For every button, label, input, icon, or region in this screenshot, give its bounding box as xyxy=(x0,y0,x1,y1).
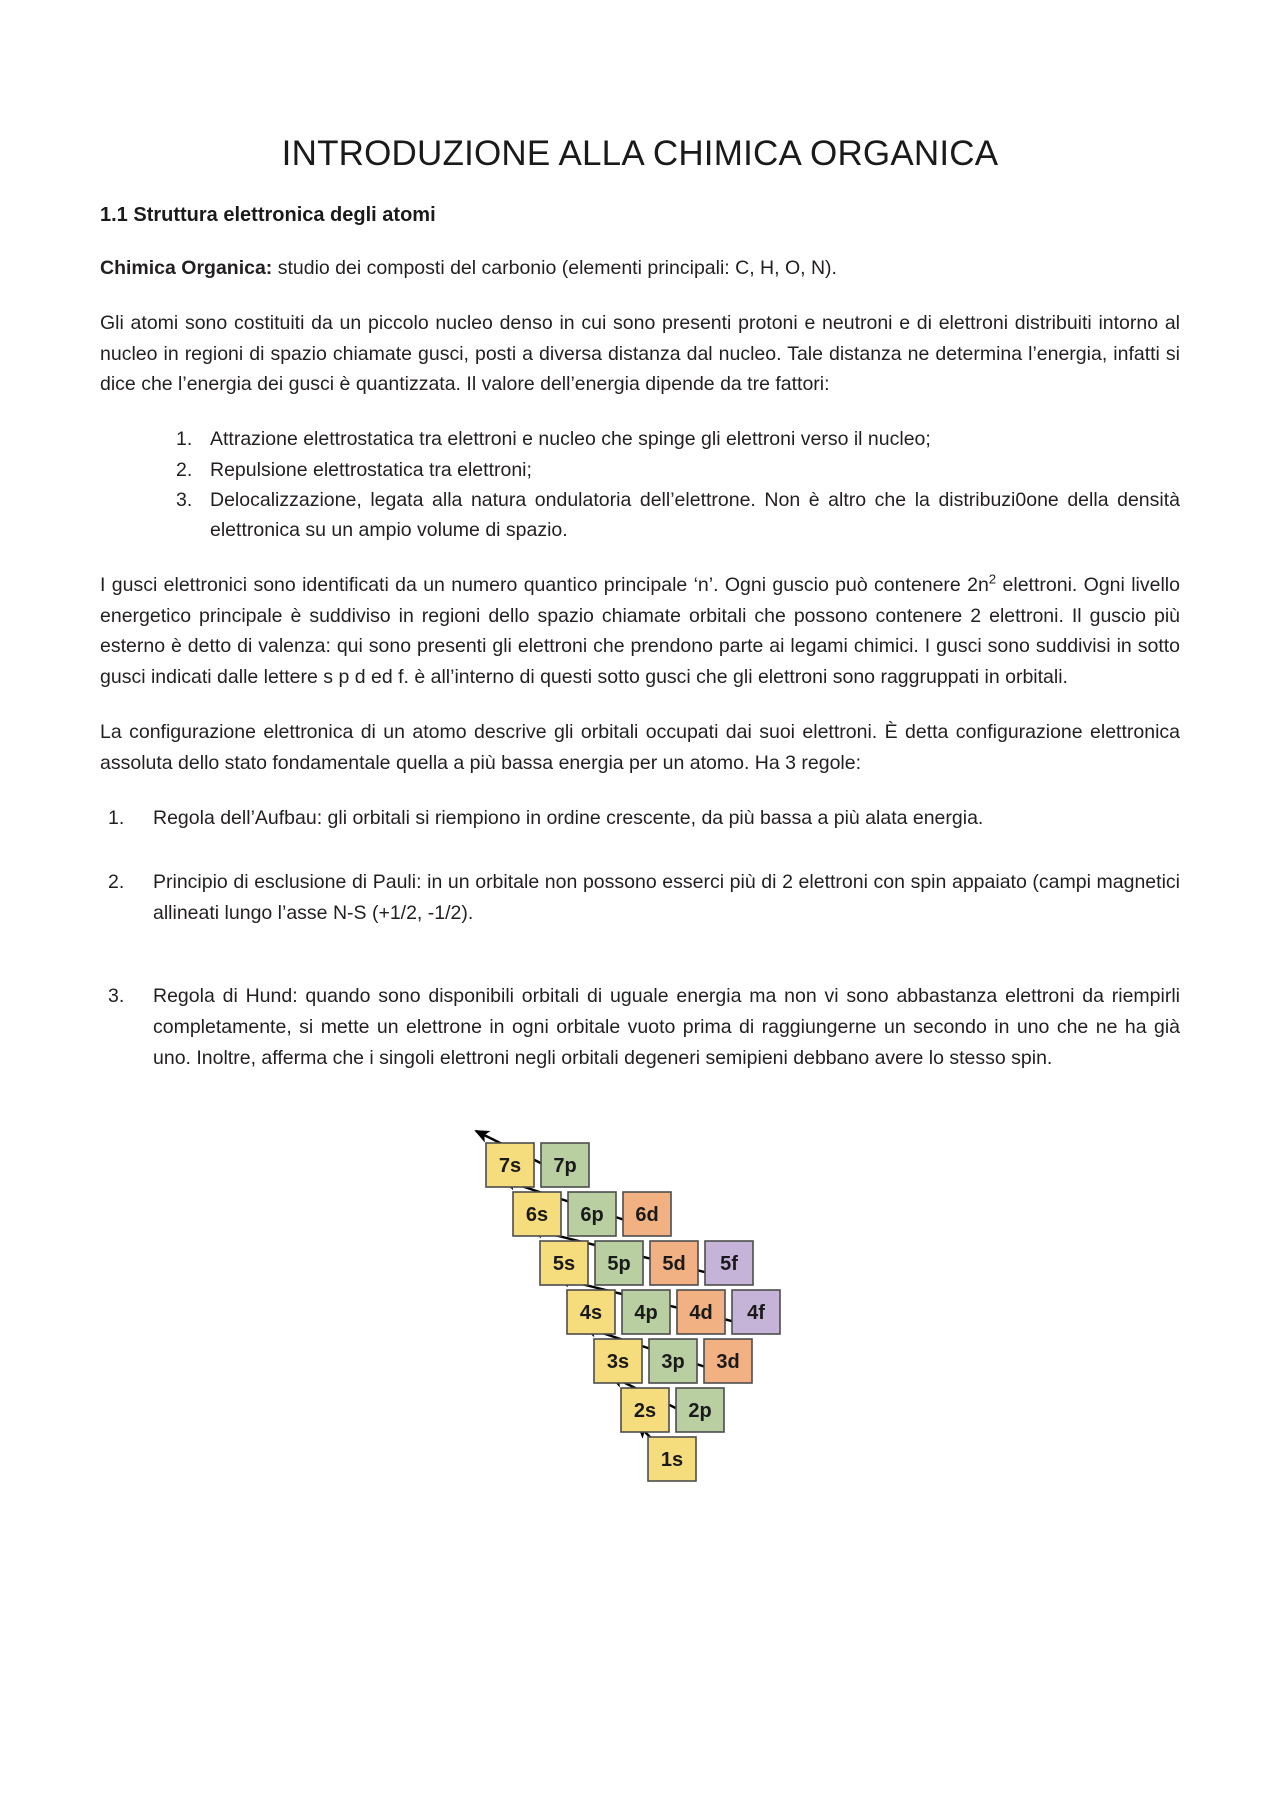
orbital-cell-3d xyxy=(704,1339,752,1383)
orbital-cell-5p xyxy=(595,1241,643,1285)
definition-paragraph xyxy=(100,253,1180,284)
shells-text-before: I gusci elettronici sono identificati da un numero quantico principale ‘n’. Ogni guscio può contenere 2n xyxy=(100,573,989,596)
orbital-cell-label: 6p xyxy=(580,1204,604,1227)
orbital-cell-5s xyxy=(540,1241,588,1285)
list-item: Principio di esclusione di Pauli: in un orbitale non possono esserci più di 2 elettroni con spin appaiato (campi magnetici allineati lungo l’asse N-S (+1/2, -1/2). xyxy=(153,871,1180,925)
orbital-cell-4f xyxy=(732,1290,780,1334)
orbital-cell-6p xyxy=(568,1192,616,1236)
page-title: INTRODUZIONE ALLA CHIMICA ORGANICA xyxy=(281,134,999,173)
orbital-cell-2s xyxy=(621,1388,669,1432)
orbital-cell-4p xyxy=(622,1290,670,1334)
factors-list xyxy=(100,424,1180,546)
orbital-cell-5f xyxy=(705,1241,753,1285)
orbital-cell-label: 4s xyxy=(579,1302,603,1325)
orbital-cell-label: 7s xyxy=(498,1155,522,1178)
orbital-cell-1s xyxy=(648,1437,696,1481)
orbital-cell-6s xyxy=(513,1192,561,1236)
orbital-cell-label: 2s xyxy=(633,1400,657,1423)
definition-text: studio dei composti del carbonio (elementi principali: C, H, O, N). xyxy=(272,257,837,279)
orbital-cell-3s xyxy=(594,1339,642,1383)
orbital-cell-label: 7p xyxy=(553,1155,577,1178)
orbital-cell-label: 4d xyxy=(689,1302,713,1325)
orbital-cell-3p xyxy=(649,1339,697,1383)
orbital-cell-label: 4p xyxy=(634,1302,658,1325)
list-item: Repulsione elettrostatica tra elettroni; xyxy=(210,458,532,481)
configuration-paragraph: La configurazione elettronica di un atomo descrive gli orbitali occupati dai suoi elettroni. È detta configurazione elettronica assoluta dello stato fondamentale quella a più bassa energia per un atomo. Ha 3 regole: xyxy=(100,721,1180,774)
aufbau-diagram-svg xyxy=(430,1113,850,1513)
aufbau-figure xyxy=(100,1113,1180,1513)
list-item: Delocalizzazione, legata alla natura ondulatoria dell’elettrone. Non è altro che la distribuzi0one della densità elettronica su un ampio volume di spazio. xyxy=(210,489,1180,542)
superscript-exponent: 2 xyxy=(988,571,997,587)
intro-paragraph: Gli atomi sono costituiti da un piccolo nucleo denso in cui sono presenti protoni e neutroni e di elettroni distribuiti intorno al nucleo in regioni di spazio chiamate gusci, posti a diversa distanza dal nucleo. Tale distanza ne determina l’energia, infatti si dice che l’energia dei gusci è quantizzata. Il valore dell’energia dipende da tre fattori: xyxy=(100,311,1180,396)
orbital-cell-label: 5p xyxy=(607,1253,631,1276)
list-item: Attrazione elettrostatica tra elettroni e nucleo che spinge gli elettroni verso il nucleo; xyxy=(210,428,931,451)
orbital-cell-label: 6d xyxy=(635,1204,659,1227)
orbital-cell-2p xyxy=(676,1388,724,1432)
orbital-cell-label: 3p xyxy=(661,1351,685,1374)
orbital-cell-4d xyxy=(677,1290,725,1334)
orbital-cell-5d xyxy=(650,1241,698,1285)
orbital-cell-label: 5f xyxy=(720,1253,738,1276)
orbital-cell-label: 5s xyxy=(552,1253,576,1276)
shells-paragraph xyxy=(100,570,1180,693)
shells-text-after: elettroni. Ogni livello energetico principale è suddiviso in regioni dello spazio chiamate orbitali che possono contenere 2 elettroni. Il guscio più esterno è detto di valenza: qui sono presenti gli elettroni che prendono parte ai legami chimici. I gusci sono suddivisi in sotto gusci indicati dalle lettere s p d ed f. è all’interno di questi sotto gusci che gli elettroni sono raggruppati in orbitali. xyxy=(100,573,1180,689)
aufbau-diagram xyxy=(430,1113,850,1513)
orbital-cell-label: 2p xyxy=(688,1400,712,1423)
orbital-cell-label: 3d xyxy=(716,1351,740,1374)
section-heading: 1.1 Struttura elettronica degli atomi xyxy=(100,204,436,226)
orbital-cell-6d xyxy=(623,1192,671,1236)
list-item: Regola di Hund: quando sono disponibili orbitali di uguale energia ma non vi sono abbastanza elettroni da riempirli completamente, si mette un elettrone in ogni orbitale vuoto prima di raggiungerne un secondo in uno che ne ha già uno. Inoltre, afferma che i singoli elettroni negli orbitali degeneri semipieni debbano avere lo stesso spin. xyxy=(153,984,1180,1069)
orbital-cell-label: 5d xyxy=(662,1253,686,1276)
definition-term: Chimica Organica: xyxy=(100,257,273,279)
orbital-cell-7s xyxy=(486,1143,534,1187)
orbital-cell-7p xyxy=(541,1143,589,1187)
orbital-cell-4s xyxy=(567,1290,615,1334)
orbital-cell-label: 4f xyxy=(747,1302,765,1325)
orbital-cell-label: 1s xyxy=(660,1449,684,1472)
orbital-cell-label: 6s xyxy=(525,1204,549,1227)
aufbau-cell-group xyxy=(486,1143,780,1481)
list-item: Regola dell’Aufbau: gli orbitali si riempiono in ordine crescente, da più bassa a più alata energia. xyxy=(153,806,984,829)
rules-list xyxy=(100,803,1180,1074)
orbital-cell-label: 3s xyxy=(606,1351,630,1374)
